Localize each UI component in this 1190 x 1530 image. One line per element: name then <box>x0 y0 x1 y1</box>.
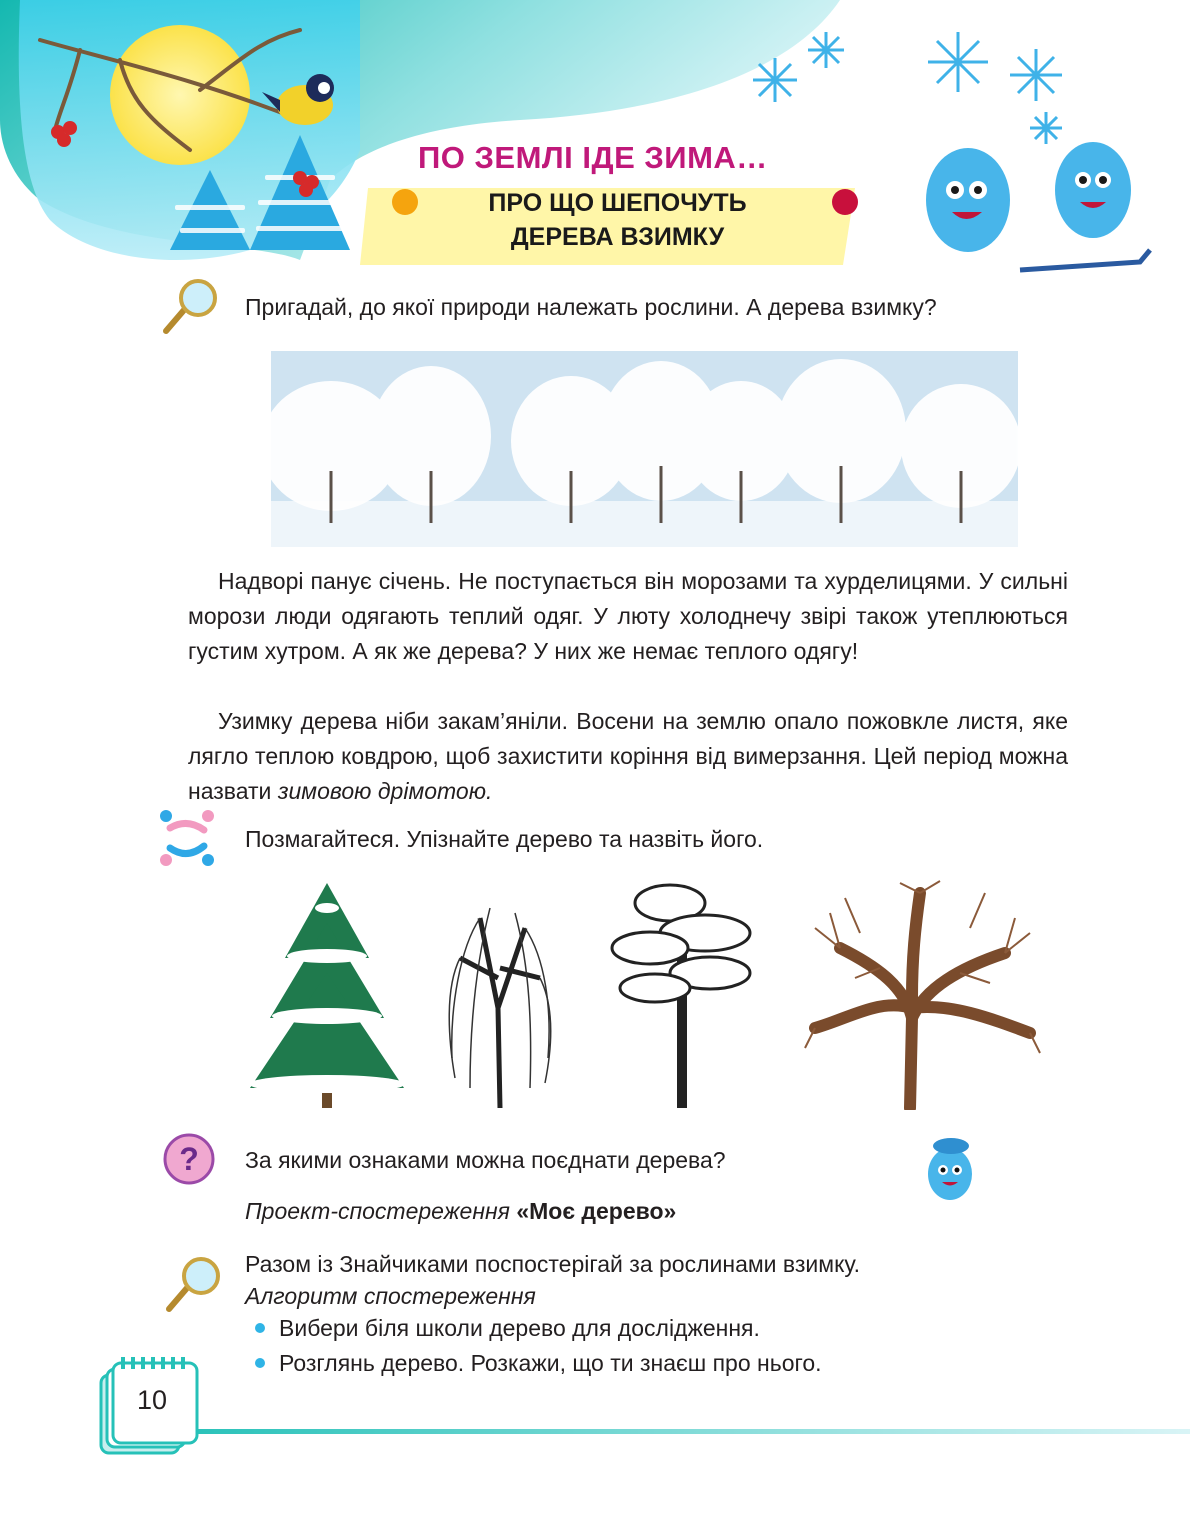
task-question-text: За якими ознаками можна поєднати дерева? <box>245 1147 726 1173</box>
project-line <box>245 1194 676 1228</box>
znaichyk-character-icon <box>915 1132 985 1207</box>
list-item-text: Вибери біля школи дерево для дослідження. <box>279 1315 760 1341</box>
winter-dormancy-term: зимовою дрімотою. <box>277 778 493 804</box>
paragraph-winter-dormancy <box>188 704 1068 809</box>
group-work-icon <box>158 808 216 868</box>
magnifier-icon <box>160 276 220 336</box>
paragraph-dormancy-text: Узимку дерева ніби закам’яніли. Восени на землю опало пожовкле листя, яке лягло теплою ковдрою, щоб захистити коріння від вимерзання. Цей період можна назвати <box>188 708 1068 804</box>
magnifier-icon <box>163 1254 223 1314</box>
znaichyky-characters-icon <box>926 142 1150 270</box>
red-ball-icon <box>832 189 858 215</box>
paragraph-january: Надворі панує січень. Не поступається він морозами та хурделицями. У сильні морози люди одягають теплий одяг. У люту холоднечу звірі також утеплюються густим хутром. А як же дерева? У них же немає теплого одягу! <box>188 568 1068 664</box>
page-footer <box>95 1355 1190 1465</box>
page-number: 10 <box>137 1385 168 1415</box>
svg-text:?: ? <box>179 1141 199 1177</box>
oak-tree-icon <box>800 878 1045 1110</box>
snowflakes-icon <box>753 32 1062 144</box>
list-item-text: Розглянь дерево. Розкажи, що ти знаєш про нього. <box>279 1350 822 1376</box>
project-label: Проект-спостереження <box>245 1198 517 1224</box>
question-icon <box>163 1133 215 1185</box>
list-item <box>255 1315 760 1342</box>
lesson-title-line1: ПРО ЩО ШЕПОЧУТЬ <box>488 189 747 217</box>
project-name: «Моє дерево» <box>516 1198 677 1224</box>
task-compete-text: Позмагайтеся. Упізнайте дерево та назвіть його. <box>245 826 764 852</box>
orange-ball-icon <box>392 189 418 215</box>
algorithm-title-text: Алгоритм спостереження <box>245 1283 536 1309</box>
task-recall-text: Пригадай, до якої природи належать рослини. А дерева взимку? <box>245 294 937 320</box>
birch-tree-icon <box>440 888 560 1110</box>
bullet-icon <box>255 1323 265 1333</box>
winter-trees-photo <box>271 351 1018 547</box>
snowy-spruce-icon <box>245 878 410 1110</box>
section-title: ПО ЗЕМЛІ ІДЕ ЗИМА… <box>418 140 768 175</box>
lesson-title-line2: ДЕРЕВА ВЗИМКУ <box>510 223 725 251</box>
lesson-title <box>420 186 815 254</box>
task-observe-text: Разом із Знайчиками поспостерігай за рослинами взимку. <box>245 1251 860 1277</box>
pine-tree-icon <box>610 878 760 1110</box>
algorithm-title <box>245 1279 536 1313</box>
